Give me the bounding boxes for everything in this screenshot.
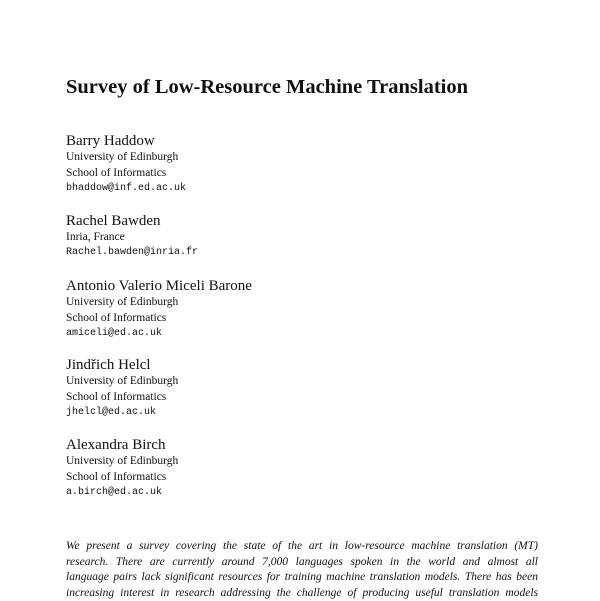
author-name: Rachel Bawden [66,213,198,229]
paper-title: Survey of Low-Resource Machine Translation [66,74,468,100]
author-affiliation: School of Informatics [66,165,186,181]
abstract-line: research. There are currently around 7,000 languages spoken in the world and almost all [66,555,538,571]
author-email: bhaddow@inf.ed.ac.uk [66,181,186,197]
author-block [66,357,178,421]
author-block [66,213,198,261]
author-email: jhelcl@ed.ac.uk [66,405,178,421]
author-block [66,278,252,342]
author-name: Alexandra Birch [66,437,178,453]
author-email: a.birch@ed.ac.uk [66,485,178,501]
author-block [66,437,178,501]
abstract-line: We present a survey covering the state of the art in low-resource machine translation (MT) [66,539,538,555]
author-name: Antonio Valerio Miceli Barone [66,278,252,294]
author-affiliation: School of Informatics [66,469,178,485]
author-affiliation: School of Informatics [66,389,178,405]
author-affiliation: University of Edinburgh [66,453,178,469]
abstract-line: increasing interest in research addressing the challenge of producing useful translation models [66,586,538,601]
author-affiliation: School of Informatics [66,310,252,326]
author-email: Rachel.bawden@inria.fr [66,245,198,261]
author-block [66,133,186,197]
author-affiliation: University of Edinburgh [66,149,186,165]
author-affiliation: Inria, France [66,229,198,245]
author-email: amiceli@ed.ac.uk [66,326,252,342]
abstract-line: language pairs lack significant resources for training machine translation models. There has been [66,570,538,586]
abstract [66,539,538,601]
author-affiliation: University of Edinburgh [66,294,252,310]
author-name: Jindřich Helcl [66,357,178,373]
author-affiliation: University of Edinburgh [66,373,178,389]
author-name: Barry Haddow [66,133,186,149]
